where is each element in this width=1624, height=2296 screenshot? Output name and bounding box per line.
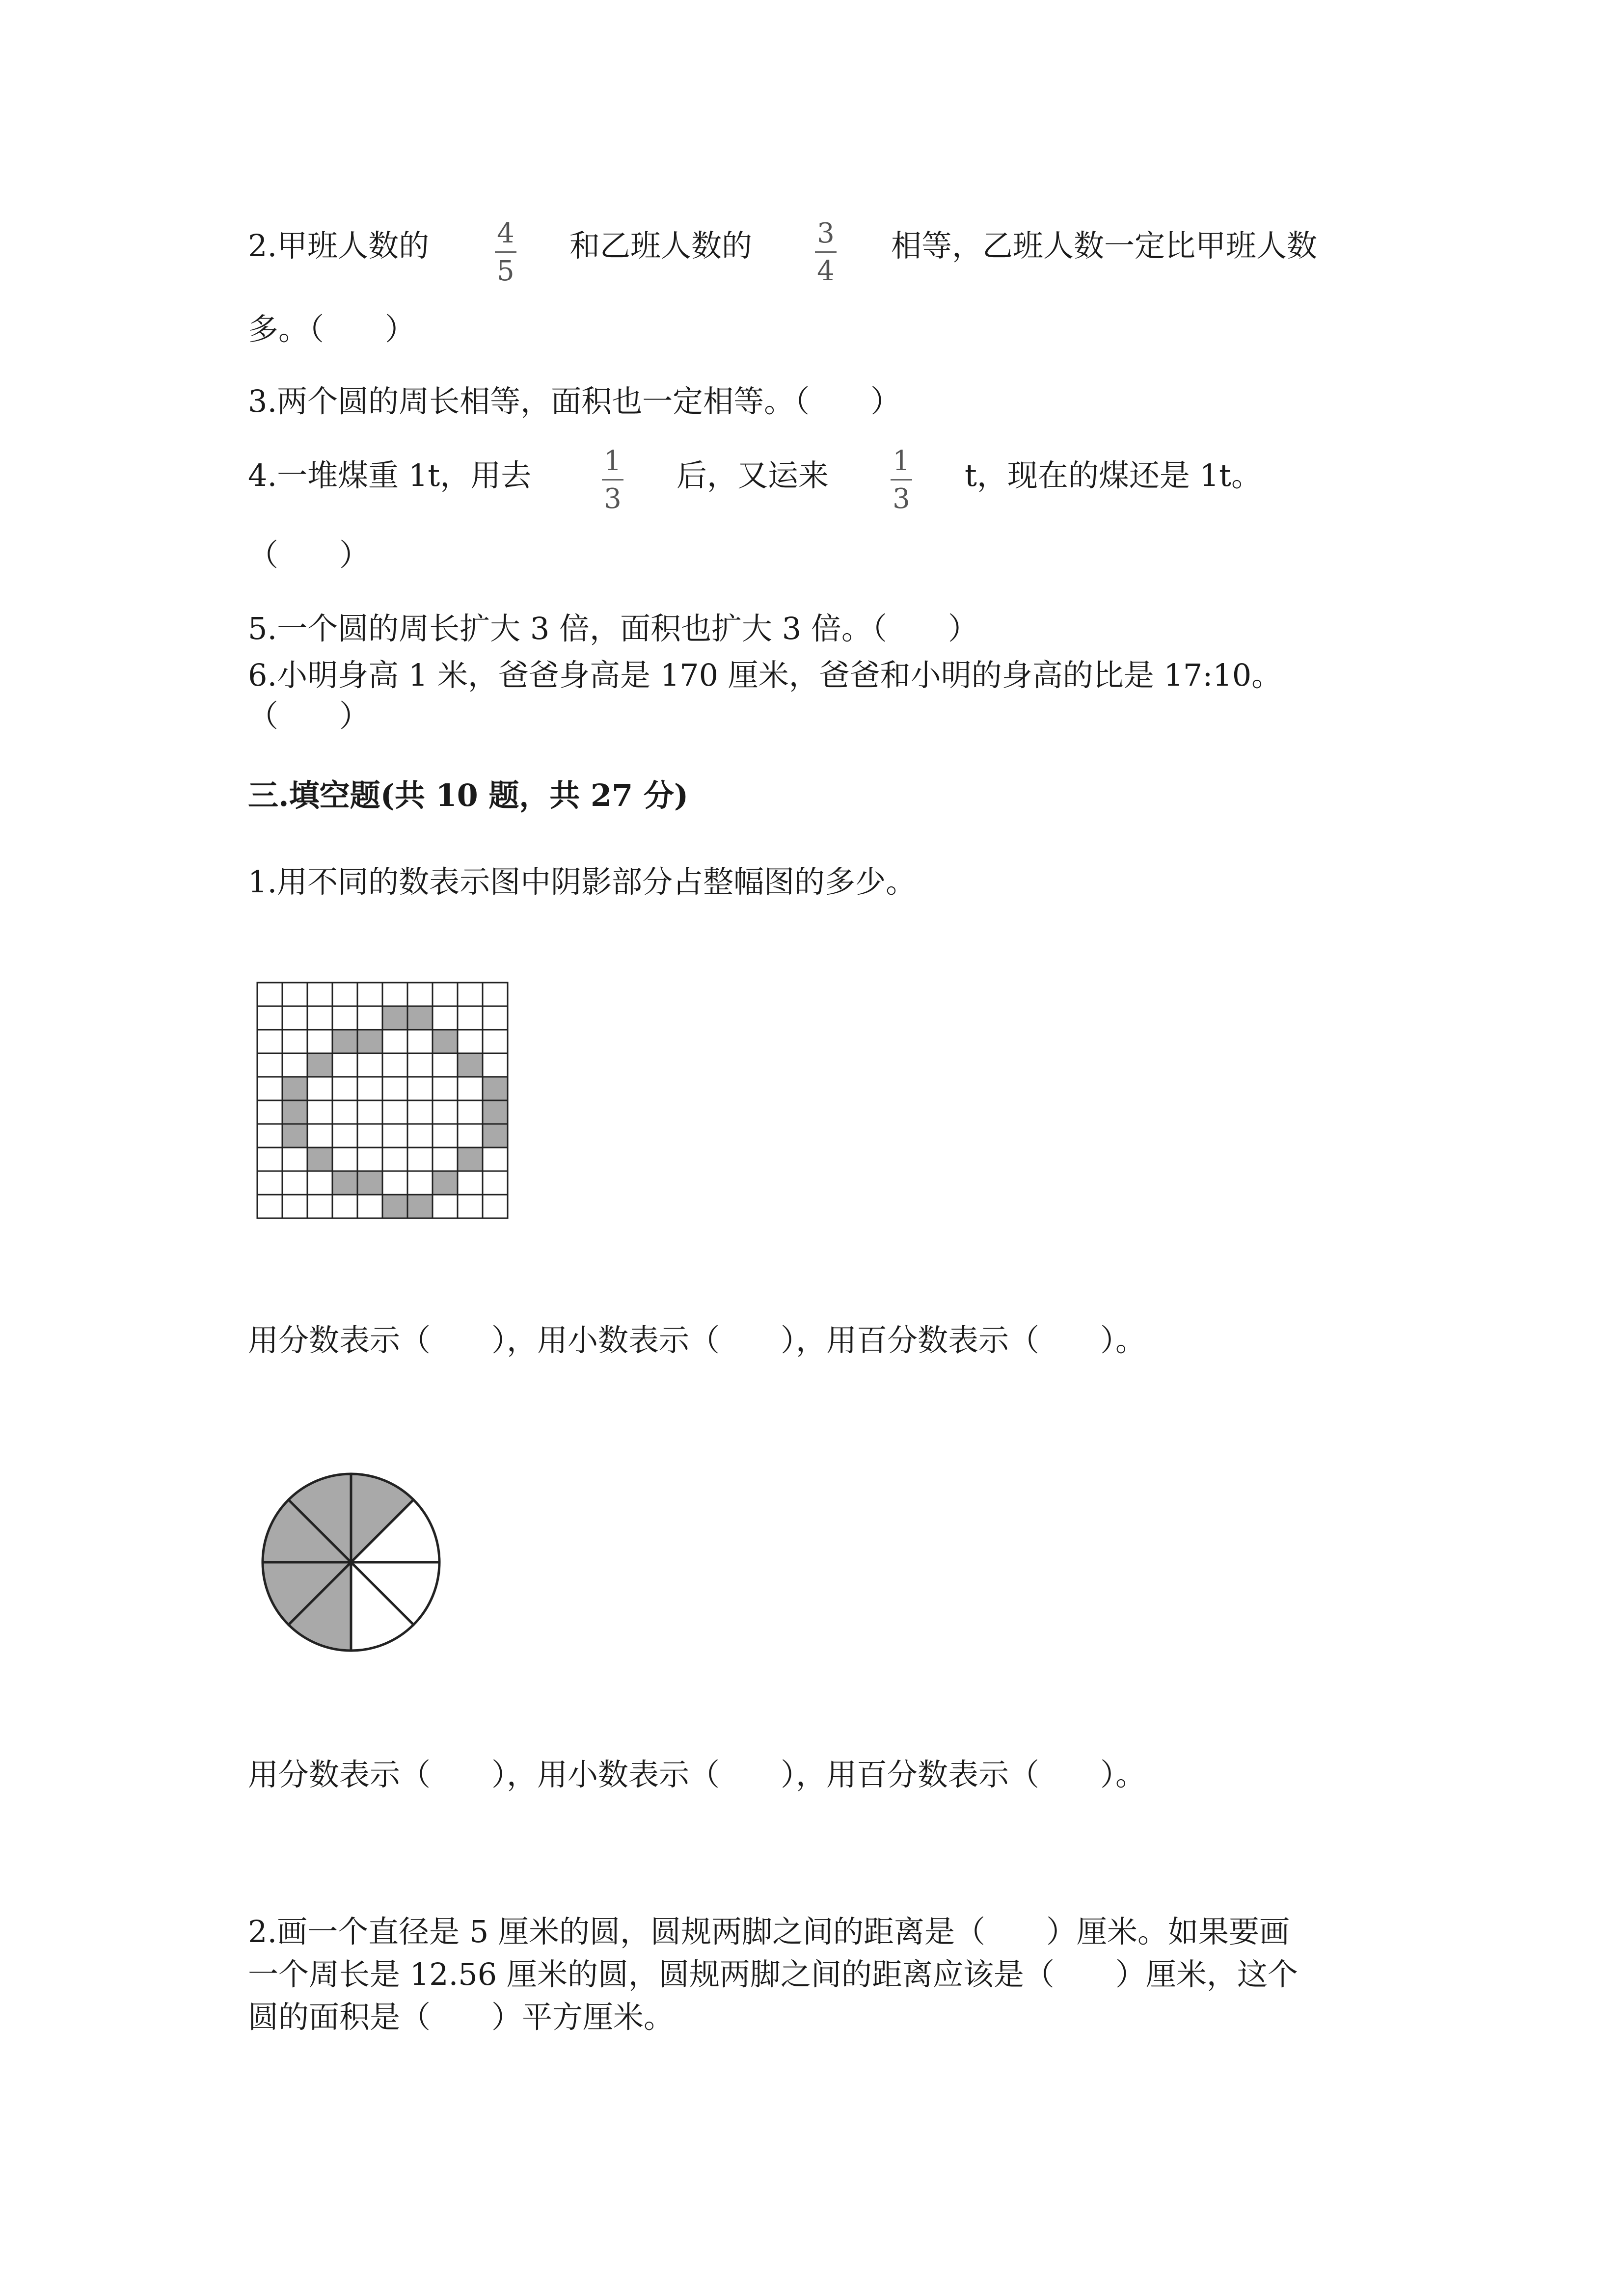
q2-text-a: 2.甲班人数的 [248,228,430,264]
grid-cell [382,1171,407,1195]
grid-cell [307,1171,332,1195]
grid-cell-shaded [433,1171,458,1195]
grid-cell [257,1124,282,1148]
grid-cell [407,1030,433,1053]
grid-cell [382,1030,407,1053]
grid-cell [257,1171,282,1195]
grid-cell [458,1006,483,1030]
fill-q2-line-1: 2.画一个直径是 5 厘米的圆，圆规两脚之间的距离是（ ）厘米。如果要画 [248,1914,1290,1949]
grid-cell [458,1124,483,1148]
grid-cell [458,983,483,1006]
q2-text-c: 相等，乙班人数一定比甲班人数 [891,228,1318,264]
grid-cell [282,1053,307,1077]
fraction-numerator: 1 [893,445,910,477]
shaded-grid-figure [255,981,511,1226]
grid-cell [332,983,357,1006]
grid-cell [483,983,508,1006]
grid-cell [332,1195,357,1218]
grid-cell [282,1148,307,1171]
fraction-bar [495,251,516,253]
grid-cell [282,1195,307,1218]
grid-cell [407,1077,433,1100]
grid-cell [257,1006,282,1030]
grid-cell [382,983,407,1006]
q2-fraction-4-5 [491,217,520,287]
grid-cell [307,1077,332,1100]
fraction-bar [602,479,623,481]
grid-cell [483,1053,508,1077]
grid-cell [433,1195,458,1218]
grid-cell [357,1006,382,1030]
grid-cell [282,983,307,1006]
grid-cell [433,983,458,1006]
grid-cell-shaded [458,1053,483,1077]
grid-cell [332,1124,357,1148]
q2-text-b: 和乙班人数的 [569,228,753,264]
grid-cell [483,1006,508,1030]
grid-cell-shaded [282,1124,307,1148]
grid-cell [257,1077,282,1100]
grid-cell [382,1077,407,1100]
grid-cell [332,1148,357,1171]
grid-cell [407,983,433,1006]
grid-cell [257,983,282,1006]
grid-cell [433,1124,458,1148]
grid-cell-shaded [282,1100,307,1124]
grid-cell [257,1148,282,1171]
grid-cell [357,1053,382,1077]
grid-cell-shaded [357,1030,382,1053]
grid-cell [357,1100,382,1124]
q4-text-a: 4.一堆煤重 1t，用去 [248,457,532,493]
grid-cell [332,1100,357,1124]
grid-cell [332,1053,357,1077]
grid-cell [357,983,382,1006]
grid-cell [282,1171,307,1195]
grid-cell-shaded [282,1077,307,1100]
grid-cell [483,1148,508,1171]
grid-cell [257,1100,282,1124]
fraction-denominator: 5 [497,255,514,287]
q3-text: 3.两个圆的周长相等，面积也一定相等。（ ） [248,383,901,419]
grid-cell [357,1148,382,1171]
grid-cell-shaded [483,1100,508,1124]
grid-cell-shaded [357,1171,382,1195]
fraction-denominator: 3 [604,483,622,515]
grid-cell [357,1124,382,1148]
fill-q2-line-2: 一个周长是 12.56 厘米的圆，圆规两脚之间的距离应该是（ ）厘米，这个 [248,1956,1298,1992]
grid-cell [257,1030,282,1053]
grid-cell-shaded [382,1006,407,1030]
grid-cell [483,1030,508,1053]
grid-cell [407,1148,433,1171]
grid-cell [307,1100,332,1124]
grid-cell [458,1030,483,1053]
grid-cell-shaded [307,1148,332,1171]
grid-cell [307,1030,332,1053]
grid-cell [433,1148,458,1171]
grid-cell-shaded [382,1195,407,1218]
grid-cell [382,1124,407,1148]
q2-answer-line: 多。（ ） [248,311,416,347]
grid-cell [307,1195,332,1218]
q5-text: 5.一个圆的周长扩大 3 倍，面积也扩大 3 倍。（ ） [248,611,978,646]
q6-answer-line: （ ） [248,698,370,734]
grid-cell [483,1171,508,1195]
grid-cell-shaded [407,1195,433,1218]
q4-text-b: 后，又运来 [677,457,829,493]
grid-cell-shaded [332,1030,357,1053]
grid-cell [382,1100,407,1124]
grid-cell [357,1077,382,1100]
grid-cell [332,1077,357,1100]
grid-cell [458,1195,483,1218]
q4-fraction-1-3-b [887,445,916,515]
grid-cell [282,1030,307,1053]
grid-cell [407,1100,433,1124]
grid-cell-shaded [332,1171,357,1195]
fraction-bar [891,479,912,481]
grid-cell [357,1195,382,1218]
grid-cell [382,1053,407,1077]
grid-cell [458,1100,483,1124]
fill-q1-prompt: 1.用不同的数表示图中阴影部分占整幅图的多少。 [248,864,917,900]
grid-cell [332,1006,357,1030]
grid-cell [433,1006,458,1030]
fraction-numerator: 1 [604,445,622,477]
grid-cell [307,1006,332,1030]
q4-fraction-1-3-a [598,445,627,515]
grid-cell-shaded [458,1148,483,1171]
grid-cell [307,1124,332,1148]
fraction-numerator: 3 [817,217,835,249]
grid-cell [282,1006,307,1030]
q4-text-c: t，现在的煤还是 1t。 [965,457,1262,493]
grid-cell [407,1053,433,1077]
fill-q1-answer-line-1: 用分数表示（ ），用小数表示（ ），用百分数表示（ ）。 [248,1322,1146,1358]
q4-answer-line: （ ） [248,537,370,573]
grid-cell [407,1171,433,1195]
fill-q2-line-3: 圆的面积是（ ）平方厘米。 [248,1999,675,2035]
grid-cell [458,1171,483,1195]
fraction-numerator: 4 [497,217,514,249]
grid-cell-shaded [483,1077,508,1100]
section-title: 三.填空题(共 10 题，共 27 分) [248,777,689,813]
grid-cell [382,1148,407,1171]
grid-cell [433,1077,458,1100]
grid-cell [307,983,332,1006]
grid-cell [483,1195,508,1218]
grid-cell [433,1100,458,1124]
grid-cell [407,1124,433,1148]
q6-text: 6.小明身高 1 米，爸爸身高是 170 厘米，爸爸和小明的身高的比是 17:10。 [248,657,1282,693]
fraction-denominator: 3 [893,483,910,515]
q2-fraction-3-4 [811,217,840,287]
fraction-denominator: 4 [817,255,835,287]
grid-cell [257,1053,282,1077]
shaded-circle-figure [258,1469,444,1655]
fraction-bar [815,251,837,253]
fill-q1-answer-line-2: 用分数表示（ ），用小数表示（ ），用百分数表示（ ）。 [248,1757,1146,1792]
grid-cell [458,1077,483,1100]
grid-cell-shaded [433,1030,458,1053]
grid-cell-shaded [307,1053,332,1077]
grid-cell [257,1195,282,1218]
grid-cell [433,1053,458,1077]
grid-cell-shaded [483,1124,508,1148]
grid-cell-shaded [407,1006,433,1030]
